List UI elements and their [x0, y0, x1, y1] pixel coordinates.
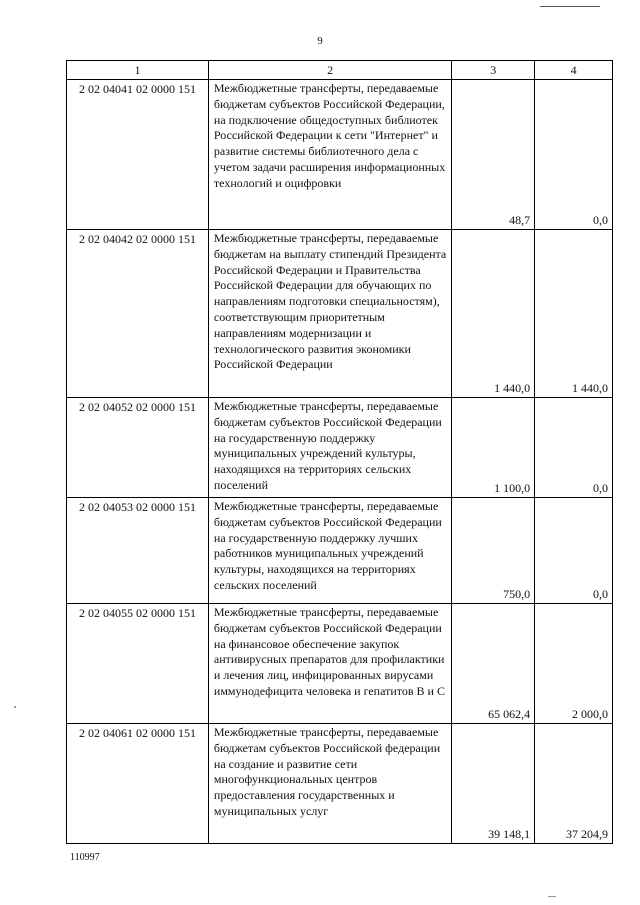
row-value-col3: 39 148,1: [452, 724, 535, 844]
table-header-row: [67, 61, 613, 80]
budget-transfers-table: [66, 60, 613, 844]
row-description: Межбюджетные трансферты, передаваемые бюджетам субъектов Российской Федерации, на подключение общедоступных библиотек Российской Федерации к сети "Интернет" и развитие системы библиотечного дела с учетом задачи расширения информационных технологий и оцифровки: [208, 80, 451, 230]
row-description: Межбюджетные трансферты, передаваемые бюджетам субъектов Российской Федерации на государственную поддержку муниципальных учреждений культуры, находящихся на территориях сельских поселений: [208, 398, 451, 498]
row-code: 2 02 04061 02 0000 151: [67, 724, 209, 844]
table-row: [67, 230, 613, 398]
table-row: [67, 604, 613, 724]
table-row: [67, 398, 613, 498]
row-value-col4: 1 440,0: [535, 230, 613, 398]
column-header-3: 3: [452, 61, 535, 80]
row-code: 2 02 04055 02 0000 151: [67, 604, 209, 724]
table-row: [67, 80, 613, 230]
row-description: Межбюджетные трансферты, передаваемые бюджетам субъектов Российской федерации на создание и развитие сети многофункциональных центров предоставления государственных и муниципальных услуг: [208, 724, 451, 844]
row-value-col3: 48,7: [452, 80, 535, 230]
row-code: 2 02 04052 02 0000 151: [67, 398, 209, 498]
page-number: 9: [317, 35, 323, 47]
column-header-2: 2: [208, 61, 451, 80]
row-value-col3: 65 062,4: [452, 604, 535, 724]
scan-speck: [548, 896, 556, 897]
row-description: Межбюджетные трансферты, передаваемые бюджетам на выплату стипендий Президента Российской Федерации и Правительства Российской Федерации для обучающих по направлениям подготовки специальностям), соответствующим приоритетным направлениям модернизации и технологического развития экономики Российской Федерации: [208, 230, 451, 398]
row-value-col4: 37 204,9: [535, 724, 613, 844]
table-row: [67, 498, 613, 604]
row-value-col4: 0,0: [535, 398, 613, 498]
table-row: [67, 724, 613, 844]
row-description: Межбюджетные трансферты, передаваемые бюджетам субъектов Российской Федерации на финансовое обеспечение закупок антивирусных препаратов для профилактики и лечения лиц, инфицированных вирусами иммунодефицита человека и гепатитов В и С: [208, 604, 451, 724]
column-header-1: 1: [67, 61, 209, 80]
row-code: 2 02 04053 02 0000 151: [67, 498, 209, 604]
row-value-col3: 750,0: [452, 498, 535, 604]
top-edge-line: [540, 6, 600, 7]
row-value-col4: 0,0: [535, 498, 613, 604]
row-value-col3: 1 100,0: [452, 398, 535, 498]
row-value-col4: 0,0: [535, 80, 613, 230]
row-value-col4: 2 000,0: [535, 604, 613, 724]
column-header-4: 4: [535, 61, 613, 80]
scan-speck: [14, 706, 16, 708]
row-description: Межбюджетные трансферты, передаваемые бюджетам субъектов Российской Федерации на государственную поддержку лучших работников муниципальных учреждений культуры, находящихся на территориях сельских поселений: [208, 498, 451, 604]
row-code: 2 02 04042 02 0000 151: [67, 230, 209, 398]
row-value-col3: 1 440,0: [452, 230, 535, 398]
row-code: 2 02 04041 02 0000 151: [67, 80, 209, 230]
document-footer-code: 110997: [70, 852, 100, 863]
